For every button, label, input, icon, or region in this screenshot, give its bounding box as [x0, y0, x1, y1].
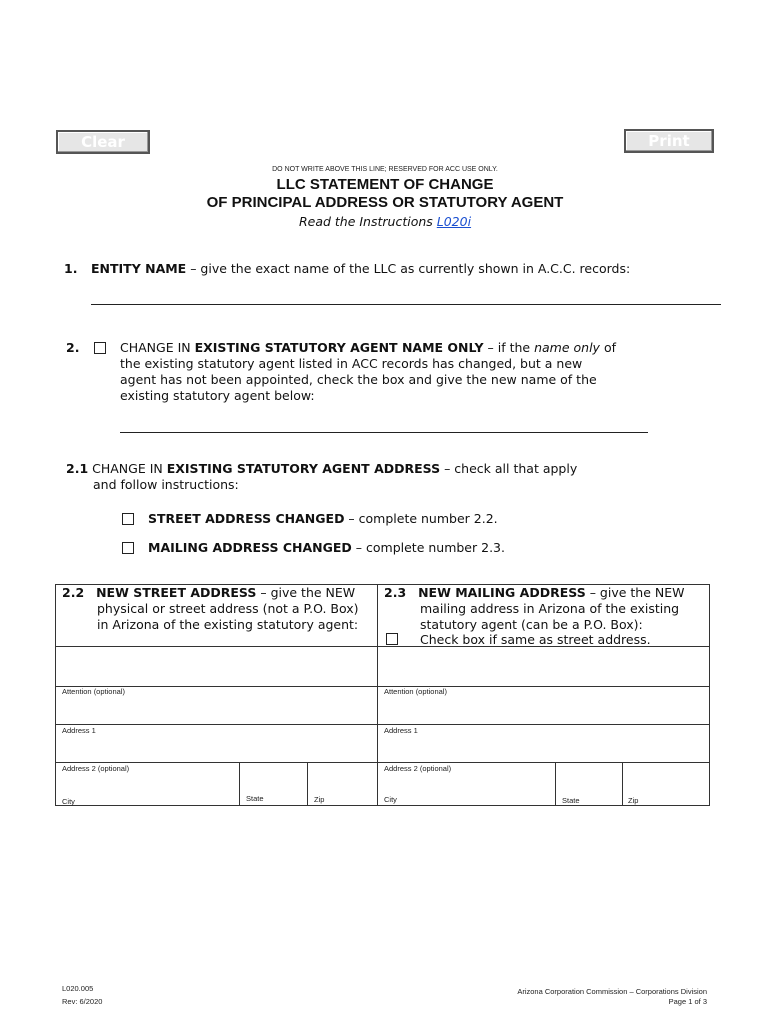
mailing-address-changed-label: MAILING ADDRESS CHANGED – complete number 2.3. [148, 540, 505, 555]
section-22-line1: 2.2 NEW STREET ADDRESS – give the NEW [62, 585, 356, 600]
table-divider-4 [55, 762, 710, 763]
street-attention-input[interactable] [60, 698, 376, 722]
clear-form-button[interactable]: Clear Form [56, 130, 150, 154]
same-as-street-checkbox[interactable] [386, 633, 398, 645]
agency-name: Arizona Corporation Commission – Corporations Division [517, 987, 707, 996]
mailing-state-input[interactable] [558, 770, 624, 794]
mailing-zip-input[interactable] [625, 770, 709, 794]
section-2-line4: existing statutory agent below: [120, 388, 315, 403]
form-title-line1: LLC STATEMENT OF CHANGE [276, 176, 494, 193]
form-revision: Rev: 6/2020 [62, 997, 103, 1006]
section-23-line3: statutory agent (can be a P.O. Box): [420, 617, 643, 632]
table-divider-2 [55, 686, 710, 687]
section-21-line2: and follow instructions: [93, 477, 239, 492]
section-21-line1: 2.1 CHANGE IN EXISTING STATUTORY AGENT ADDRESS – check all that apply [66, 461, 578, 476]
section-22-line2: physical or street address (not a P.O. Box) [97, 601, 359, 616]
mailing-address1-input[interactable] [382, 736, 708, 760]
mailing-attention-input[interactable] [382, 698, 708, 722]
read-instructions [0, 214, 770, 229]
section-23-line2: mailing address in Arizona of the existing [420, 601, 680, 616]
section-2-number: 2. [66, 340, 80, 355]
agent-name-change-checkbox[interactable] [94, 342, 106, 354]
street-address-changed-checkbox[interactable] [122, 513, 134, 525]
mailing-address1-label: Address 1 [384, 726, 418, 735]
section-2-line3: agent has not been appointed, check the box and give the new name of the [120, 372, 597, 387]
street-address1-label: Address 1 [62, 726, 96, 735]
section-2-line2: the existing statutory agent listed in ACC records has changed, but a new [120, 356, 583, 371]
street-zip-input[interactable] [310, 770, 378, 794]
street-address2-input[interactable] [60, 774, 239, 792]
street-zip-label: Zip [314, 795, 325, 804]
mailing-city-label: City [384, 795, 397, 804]
page-number: Page 1 of 3 [668, 997, 707, 1006]
entity-name-line [91, 304, 721, 305]
mailing-name-input[interactable] [382, 650, 708, 682]
form-number: L020.005 [62, 984, 94, 993]
mailing-address2-label: Address 2 (optional) [384, 764, 452, 773]
street-address-changed-label: STREET ADDRESS CHANGED – complete number 2.2. [148, 511, 498, 526]
agent-new-name-line [120, 432, 648, 433]
mailing-zip-label: Zip [628, 796, 639, 805]
table-bottom-border [55, 805, 710, 806]
section-2-line1: CHANGE IN EXISTING STATUTORY AGENT NAME ONLY – if the name only of [120, 340, 616, 355]
print-form-button[interactable]: Print Form [624, 129, 714, 153]
form-title-line2: OF PRINCIPAL ADDRESS OR STATUTORY AGENT [206, 194, 564, 211]
mailing-address-changed-checkbox[interactable] [122, 542, 134, 554]
section-23-line1: 2.3 NEW MAILING ADDRESS – give the NEW [384, 585, 685, 600]
mailing-address2-input[interactable] [382, 774, 556, 792]
mailing-state-label: State [562, 796, 580, 805]
street-name-input[interactable] [60, 650, 376, 682]
street-address2-label: Address 2 (optional) [62, 764, 130, 773]
table-divider-3 [55, 724, 710, 725]
street-state-input[interactable] [242, 770, 308, 794]
section-1-text: ENTITY NAME – give the exact name of the LLC as currently shown in A.C.C. records: [91, 261, 631, 276]
street-address1-input[interactable] [60, 736, 376, 760]
reserved-notice: DO NOT WRITE ABOVE THIS LINE; RESERVED FOR ACC USE ONLY. [272, 166, 498, 173]
mailing-attention-label: Attention (optional) [384, 687, 447, 696]
street-state-label: State [246, 794, 264, 803]
section-22-line3: in Arizona of the existing statutory agent: [97, 617, 359, 632]
street-attention-label: Attention (optional) [62, 687, 125, 696]
table-state-divider-left [239, 762, 240, 806]
section-1-number: 1. [64, 261, 78, 276]
street-city-label: City [62, 797, 75, 806]
read-instructions-text: Read the Instructions [298, 214, 437, 229]
instructions-link[interactable]: L020i [436, 214, 472, 229]
section-23-line4: Check box if same as street address. [420, 632, 651, 647]
